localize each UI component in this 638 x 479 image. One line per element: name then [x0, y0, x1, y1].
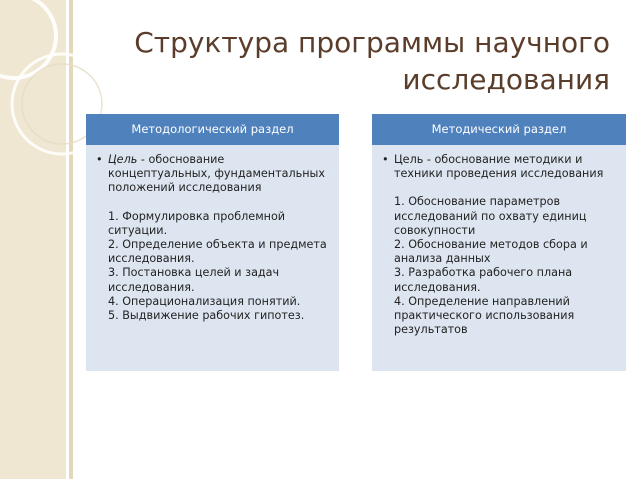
methodical-items-list — [394, 195, 616, 337]
methodological-goal — [96, 153, 329, 196]
methodical-section-body — [372, 145, 626, 371]
goal-label: Цель — [108, 153, 138, 166]
list-item: 1. Обоснование параметров исследований по охвату единиц совокупности — [394, 195, 587, 237]
list-item: 3. Постановка целей и задач исследования. — [108, 266, 280, 294]
bullet-icon: • — [96, 153, 103, 166]
methodological-section-panel — [86, 114, 339, 371]
slide-title-line-1: Структура программы научного — [134, 26, 610, 59]
methodological-items-list — [108, 210, 329, 324]
goal-text: Цель - обоснование методики и техники проведения исследования — [394, 153, 604, 181]
methodological-section-header: Методологический раздел — [86, 114, 339, 145]
list-item: 3. Разработка рабочего плана исследования. — [394, 266, 573, 294]
list-item: 2. Определение объекта и предмета исследования. — [108, 238, 327, 266]
bullet-icon: • — [382, 153, 389, 166]
slide-title-line-2: исследования — [402, 63, 610, 96]
methodical-goal — [382, 153, 616, 181]
methodological-section-body — [86, 145, 339, 371]
goal-text: - обоснование концептуальных, фундаментальных положений исследования — [108, 153, 325, 195]
list-item: 4. Определение направлений практического использования результатов — [394, 294, 575, 337]
methodical-section-panel — [372, 114, 626, 371]
list-item: 1. Формулировка проблемной ситуации. — [108, 209, 286, 237]
list-item: 4. Операционализация понятий. — [108, 294, 301, 308]
slide-title — [120, 24, 610, 98]
list-item: 5. Выдвижение рабочих гипотез. — [108, 309, 305, 323]
methodical-section-header: Методический раздел — [372, 114, 626, 145]
list-item: 2. Обоснование методов сбора и анализа данных — [394, 238, 588, 266]
